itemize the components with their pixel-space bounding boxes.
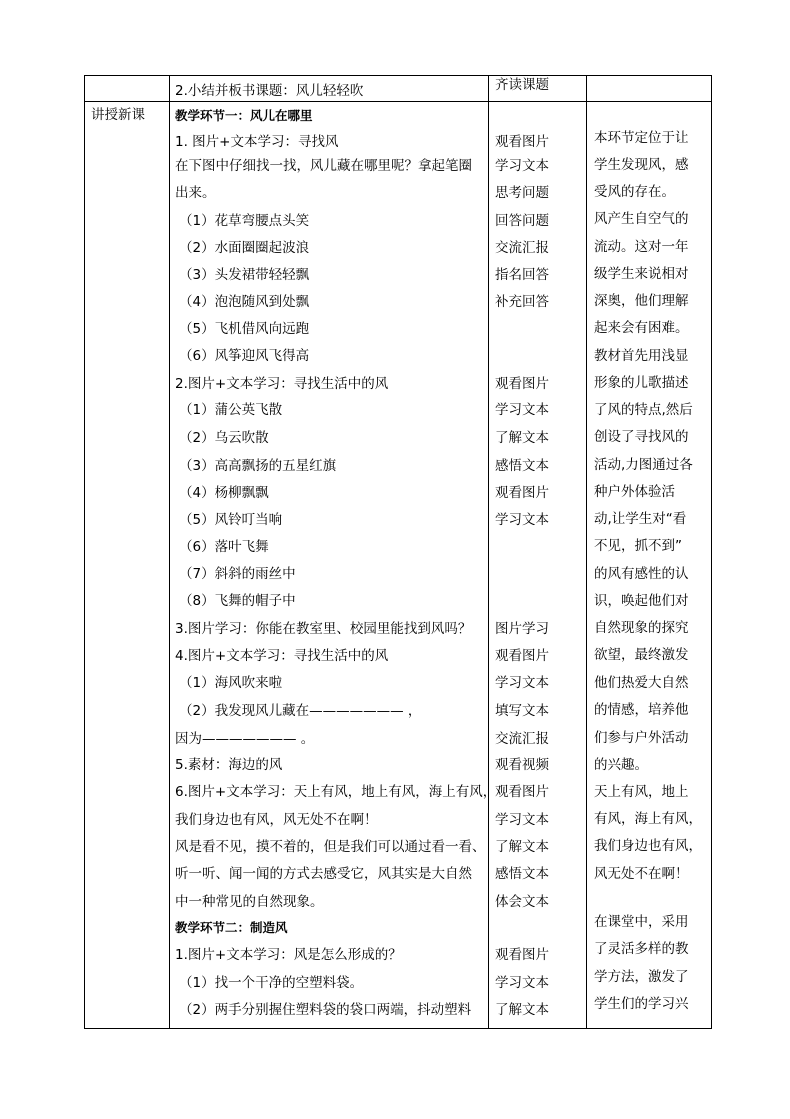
activity-line: 感悟文本	[495, 866, 549, 882]
note-line: 活动,力图通过各	[594, 457, 693, 473]
content-line: （1）找一个干净的空塑料袋。	[179, 975, 364, 991]
table-border-col3	[586, 75, 587, 1029]
note-line: 学生们的学习兴	[594, 996, 689, 1012]
note-line: 天上有风，地上	[594, 784, 689, 800]
activity-line: 观看图片	[495, 648, 549, 664]
note-line: 在课堂中，采用	[594, 914, 689, 930]
content-line: 4.图片+文本学习：寻找生活中的风	[175, 648, 389, 664]
content-line: 中一种常见的自然现象。	[175, 894, 324, 910]
activity-line: 补充回答	[495, 294, 549, 310]
content-line: （4）杨柳飘飘	[179, 485, 269, 501]
table-border-col2	[488, 75, 489, 1029]
content-line: （1）海风吹来啦	[179, 675, 283, 691]
activity-line: 观看图片	[495, 947, 549, 963]
note-line: 起来会有困难。	[594, 320, 689, 336]
activity-line: 学习文本	[495, 512, 549, 528]
note-line: 识，唤起他们对	[594, 593, 689, 609]
content-line: （8）飞舞的帽子中	[179, 593, 296, 609]
activity-line: 了解文本	[495, 839, 549, 855]
note-line: 我们身边也有风，	[594, 838, 702, 854]
activity-line: 观看图片	[495, 784, 549, 800]
content-line: （7）斜斜的雨丝中	[179, 566, 296, 582]
activity-line: 交流汇报	[495, 731, 549, 747]
section-heading: 教学环节二：制造风	[175, 920, 288, 935]
note-line: 流动。这对一年	[594, 239, 689, 255]
activity-line: 学习文本	[495, 975, 549, 991]
activity-line: 指名回答	[495, 267, 549, 283]
note-line: 有风，海上有风，	[594, 811, 702, 827]
content-line: 3.图片学习：你能在教室里、校园里能找到风吗？	[175, 621, 472, 637]
content-line: 在下图中仔细找一找，风儿藏在哪里呢？拿起笔圈	[175, 158, 472, 174]
note-line: 他们热爱大自然	[594, 675, 689, 691]
content-line: （6）风筝迎风飞得高	[179, 348, 310, 364]
content-line: 6.图片+文本学习：天上有风，地上有风，海上有风，	[175, 784, 497, 800]
content-line: 听一听、闻一闻的方式去感受它，风其实是大自然	[175, 866, 472, 882]
activity-line: 观看图片	[495, 376, 549, 392]
activity-line: 学习文本	[495, 402, 549, 418]
note-line: 的兴趣。	[594, 757, 648, 773]
note-line: 创设了寻找风的	[594, 429, 689, 445]
note-line: 形象的儿歌描述	[594, 375, 689, 391]
activity-line: 填写文本	[495, 703, 549, 719]
note-line: 级学生来说相对	[594, 266, 689, 282]
content-line: （4）泡泡随风到处飘	[179, 294, 310, 310]
activity-line: 图片学习	[495, 621, 549, 637]
note-line: 风无处不在啊！	[594, 866, 689, 882]
note-line: 欲望，最终激发	[594, 647, 689, 663]
note-line: 学生发现风，感	[594, 157, 689, 173]
activity-line: 学习文本	[495, 158, 549, 174]
table-border-right	[711, 75, 712, 1029]
note-line: 学方法，激发了	[594, 969, 689, 985]
content-line: 5.素材：海边的风	[175, 757, 283, 773]
activity-line: 学习文本	[495, 812, 549, 828]
note-line: 们参与户外活动	[594, 730, 689, 746]
content-line: （1）蒲公英飞散	[179, 402, 283, 418]
note-line: 风产生自空气的	[594, 211, 689, 227]
table-border-left	[84, 75, 85, 1029]
note-line: 的情感，培养他	[594, 702, 689, 718]
activity-line: 思考问题	[495, 185, 549, 201]
note-line: 了灵活多样的教	[594, 941, 689, 957]
content-line: （3）高高飘扬的五星红旗	[179, 458, 337, 474]
activity-line: 了解文本	[495, 1002, 549, 1018]
content-line: 1. 图片+文本学习：寻找风	[175, 134, 339, 150]
activity-line: 交流汇报	[495, 240, 549, 256]
section-heading: 教学环节一：风儿在哪里	[175, 108, 313, 123]
note-line: 动,让学生对“看	[594, 511, 687, 527]
activity-line: 回答问题	[495, 213, 549, 229]
table-border-col1	[169, 75, 170, 1029]
content-line: 1.图片+文本学习：风是怎么形成的？	[175, 947, 402, 963]
content-line: （2）两手分别握住塑料袋的袋口两端，抖动塑料	[179, 1002, 472, 1018]
table-row-divider	[84, 101, 712, 102]
note-line: 受风的存在。	[594, 184, 675, 200]
activity-line: 感悟文本	[495, 458, 549, 474]
activity-line: 体会文本	[495, 894, 549, 910]
content-line: 因为——————— 。	[175, 731, 315, 747]
activity-line: 了解文本	[495, 430, 549, 446]
content-line: （5）风铃叮当响	[179, 512, 283, 528]
top-row-activity: 齐读课题	[495, 77, 549, 93]
activity-line: 观看视频	[495, 757, 549, 773]
content-line: （2）乌云吹散	[179, 430, 269, 446]
content-line: （2）我发现风儿藏在——————— ，	[179, 703, 422, 719]
content-line: 2.图片+文本学习：寻找生活中的风	[175, 376, 389, 392]
content-line: （6）落叶飞舞	[179, 539, 269, 555]
content-line: 我们身边也有风，风无处不在啊！	[175, 812, 378, 828]
note-line: 了风的特点,然后	[594, 402, 693, 418]
note-line: 种户外体验活	[594, 484, 675, 500]
note-line: 的风有感性的认	[594, 566, 689, 582]
activity-line: 观看图片	[495, 485, 549, 501]
activity-line: 观看图片	[495, 134, 549, 150]
content-line: （1）花草弯腰点头笑	[179, 213, 310, 229]
content-line: 出来。	[175, 185, 216, 201]
note-line: 本环节定位于让	[594, 130, 689, 146]
content-line: （2）水面圈圈起波浪	[179, 240, 310, 256]
content-line: （3）头发裙带轻轻飘	[179, 267, 310, 283]
note-line: 教材首先用浅显	[594, 348, 689, 364]
table-border-top	[84, 75, 712, 76]
content-line: 风是看不见，摸不着的，但是我们可以通过看一看、	[175, 839, 486, 855]
content-line: （5）飞机借风向远跑	[179, 321, 310, 337]
table-border-bottom	[84, 1028, 712, 1029]
note-line: 自然现象的探究	[594, 620, 689, 636]
note-line: 深奥，他们理解	[594, 293, 689, 309]
top-row-content: 2.小结并板书课题：风儿轻轻吹	[175, 83, 364, 99]
stage-label: 讲授新课	[91, 107, 145, 123]
note-line: 不见，抓不到”	[594, 538, 682, 554]
activity-line: 学习文本	[495, 675, 549, 691]
